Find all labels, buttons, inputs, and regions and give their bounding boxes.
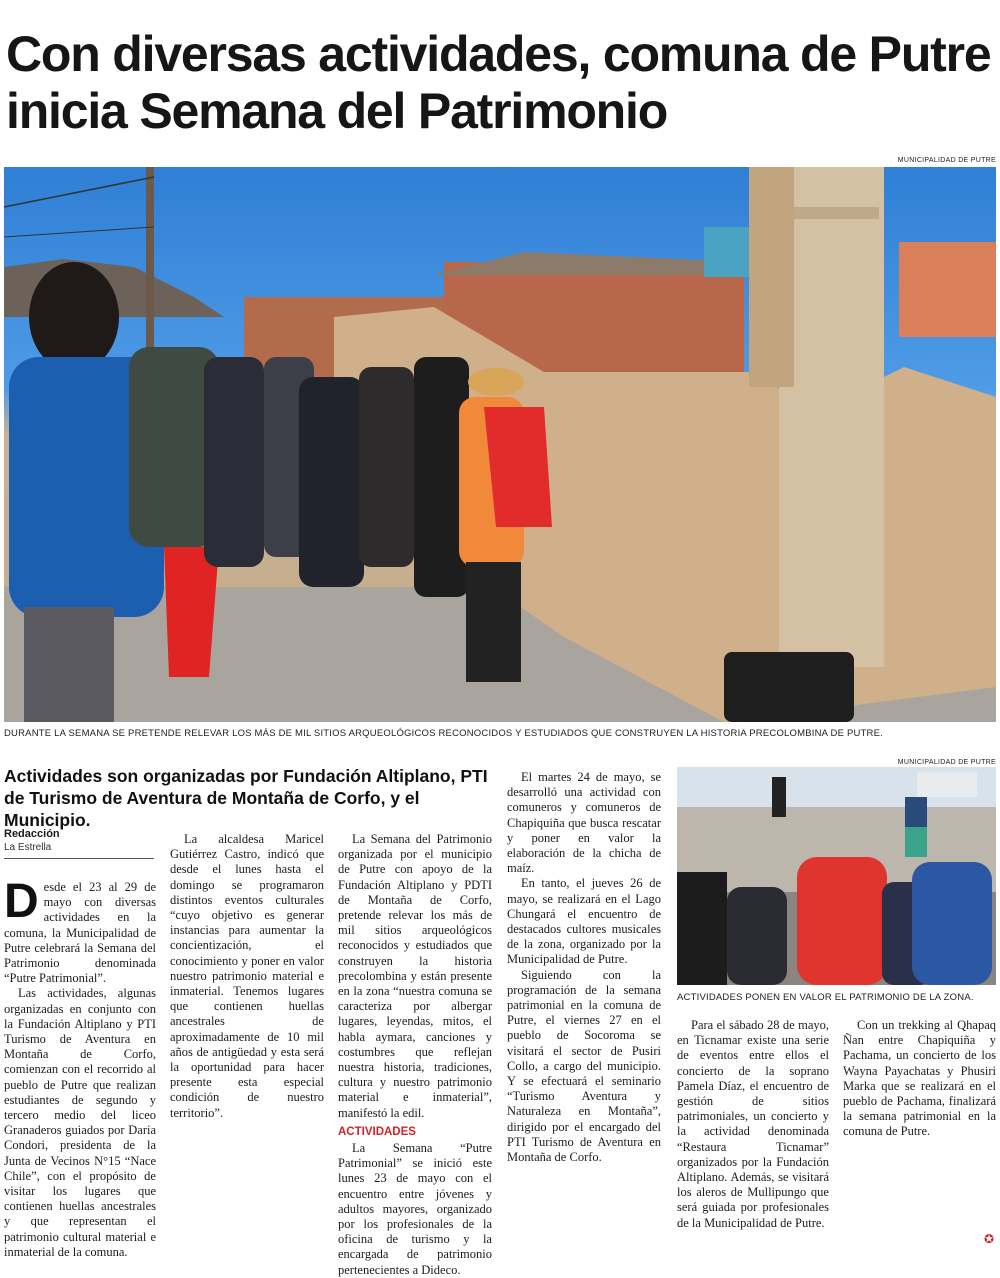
headline: Con diversas actividades, comuna de Putre inicia Semana del Patrimonio bbox=[6, 26, 991, 139]
photo-caption-small: ACTIVIDADES PONEN EN VALOR EL PATRIMONIO DE LA ZONA. bbox=[677, 992, 974, 1003]
article-paragraph: La Semana “Putre Patrimonial” se inició este lunes 23 de mayo con el encuentro entre jóvenes y adultos mayores, organizado por los profesionales de la oficina de turismo y la encargada de patrimonio pertenecientes a Dideco. bbox=[338, 1141, 492, 1277]
byline-author: Redacción bbox=[4, 828, 60, 840]
byline-divider bbox=[4, 858, 154, 859]
main-photo bbox=[4, 167, 996, 722]
article-paragraph: Las actividades, algunas organizadas en conjunto con la Fundación Altiplano y PTI Turismo de Aventura en Montaña de Corfo, comienzan con el recorrido al pueblo de Putre que realizan estudiantes de segundo y tercero medio del liceo Granaderos guiados por Daria Condori, presidenta de la Junta de Vecinos N°15 “Nace Chile”, con el propósito de visitar los lugares que contienen huellas ancestrales y que representan el patrimonio cultural material e inmaterial de la comuna. bbox=[4, 986, 156, 1259]
photo-credit-small: MUNICIPALIDAD DE PUTRE bbox=[897, 759, 996, 766]
article-paragraph: Con un trekking al Qhapaq Ñan entre Chapiquiña y Pachama, un concierto de los Wayna Payachatas y Phusiri Marka que se realizará en el pueblo de Pachama, finalizará la semana patrimonial en la comuna de Putre. bbox=[843, 1018, 996, 1139]
photo-caption-main: DURANTE LA SEMANA SE PRETENDE RELEVAR LOS MÁS DE MIL SITIOS ARQUEOLÓGICOS RECONOCIDOS Y ESTUDIADOS QUE CONSTRUYEN LA HISTORIA PRECOLOMBINA DE PUTRE. bbox=[4, 728, 883, 739]
article-paragraph: Desde el 23 al 29 de mayo con diversas actividades en la comuna, la Municipalidad de Putre celebrará la Semana del Patrimonio denominada “Putre Patrimonial”. bbox=[4, 875, 156, 986]
section-title: ACTIVIDADES bbox=[338, 1125, 416, 1138]
article-column-1 bbox=[4, 875, 156, 1260]
article-paragraph: En tanto, el jueves 26 de mayo, se realizará en el Lago Chungará el encuentro de destacados cultores musicales de la zona, organizado por la Municipalidad de Putre. bbox=[507, 876, 661, 967]
article-column-4 bbox=[507, 770, 661, 1165]
star-icon: ✪ bbox=[984, 1232, 995, 1246]
article-column-2 bbox=[170, 832, 324, 1121]
article-column-6 bbox=[843, 1018, 996, 1140]
photo-credit-main: MUNICIPALIDAD DE PUTRE bbox=[897, 157, 996, 164]
drop-cap: D bbox=[4, 875, 39, 928]
subheadline: Actividades son organizadas por Fundación Altiplano, PTI de Turismo de Aventura de Montaña de Corfo, y el Municipio. bbox=[4, 766, 488, 830]
article-paragraph: Para el sábado 28 de mayo, en Ticnamar existe una serie de eventos entre ellos el concierto de la soprano Pamela Díaz, el encuentro de gestión de sitios patrimoniales, un concierto y la actividad denominada “Restaura Ticnamar” organizados por la Fundación Altiplano. Además, se visitará los aleros de Mullipungo que será guiada por profesionales de la Municipalidad de Putre. bbox=[677, 1018, 829, 1230]
article-paragraph: Siguiendo con la programación de la semana patrimonial en la comuna de Putre, el viernes 27 en el pueblo de Socoroma se visitará el sector de Pusiri Collo, a cargo del municipio. Y se efectuará el seminario “Turismo Aventura y Naturaleza en Montaña”, dirigido por el encargado del PTI Turismo de Aventura en Montaña de Corfo. bbox=[507, 967, 661, 1165]
article-paragraph: La alcaldesa Maricel Gutiérrez Castro, indicó que desde el lunes hasta el domingo se programaron distintos eventos culturales “cuyo objetivo es generar instancias para aumentar la concientización, el conocimiento y poner en valor nuestro patrimonio material e inmaterial. Tenemos lugares que contienen huellas ancestrales de aproximadamente de 10 mil años de antigüedad y esta será la oportunidad para hacer presente esta especial condición de nuestro territorio”. bbox=[170, 832, 324, 1120]
article-paragraph: La Semana del Patrimonio organizada por el municipio de Putre con apoyo de la Fundación Altiplano y PDTI de Montaña de Corfo, pretende relevar los más de mil sitios arqueológicos reconocidos y estudiados que construyen la historia precolombina y están presente en la zona “nuestra comuna se caracteriza por albergar lugares, leyendas, mitos, el habla aymara, canciones y costumbres que reflejan nuestra historia, tradiciones, cultura y nuestro patrimonio material e inmaterial”, manifestó la edil. bbox=[338, 832, 492, 1120]
secondary-photo bbox=[677, 767, 996, 985]
article-column-5 bbox=[677, 1018, 829, 1231]
article-paragraph: El martes 24 de mayo, se desarrolló una actividad con comuneros y comuneros de Chapiquiña que busca rescatar y poner en valor la elaboración de la chicha de maíz. bbox=[507, 770, 661, 876]
article-column-3 bbox=[338, 832, 492, 1278]
byline-publication: La Estrella bbox=[4, 842, 52, 853]
